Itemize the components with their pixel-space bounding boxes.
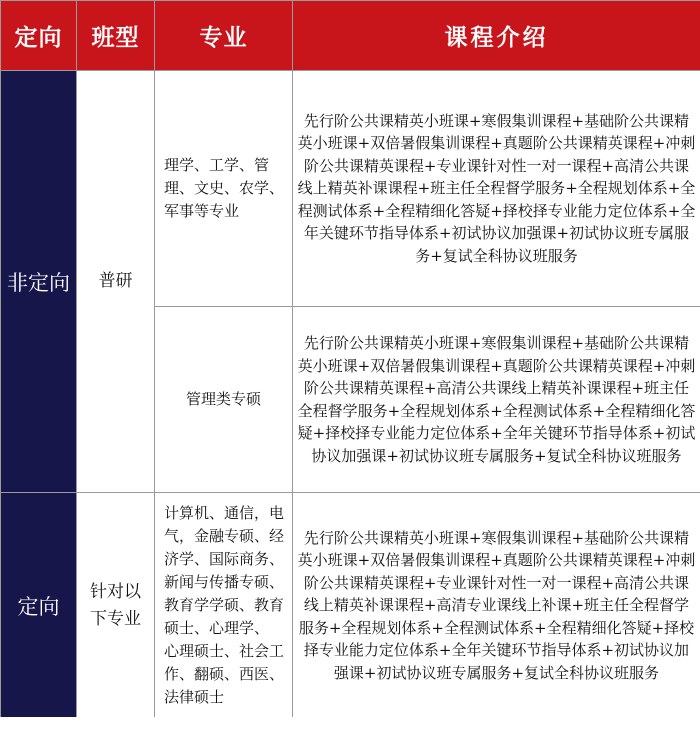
header-row xyxy=(1,1,700,71)
table-row xyxy=(1,493,700,719)
orientation-cell-directional: 定向 xyxy=(1,493,77,719)
course-intro-cell: 先行阶公共课精英小班课+寒假集训课程+基础阶公共课精英小班课+双倍暑假集训课程+真题阶公共课精英课程+冲刺阶公共课精英课程+高清公共课线上精英补课课程+班主任全程督学服务+全程规划体系+全程测试体系+全程精细化答疑+择校择专业能力定位体系+全年关键环节指导体系+初试协议加强课+初试协议班专属服务+复试全科协议班服务 xyxy=(293,307,700,493)
course-intro-cell: 先行阶公共课精英小班课+寒假集训课程+基础阶公共课精英小班课+双倍暑假集训课程+真题阶公共课精英课程+冲刺阶公共课精英课程+专业课针对性一对一课程+高清公共课线上精英补课课程+高清专业课线上补课+班主任全程督学服务+全程规划体系+全程测试体系+全程精细化答疑+择校择专业能力定位体系+全年关键环节指导体系+初试协议加强课+初试协议班专属服务+复试全科协议班服务 xyxy=(293,493,700,719)
orientation-cell-non-directional: 非定向 xyxy=(1,71,77,493)
major-cell: 管理类专硕 xyxy=(155,307,293,493)
major-cell: 计算机、通信，电气，金融专硕、经济学、国际商务、新闻与传播专硕、教育学学硕、教育硕士、心理学、 心理硕士、社会工作、翻硕、西医、法律硕士 xyxy=(155,493,293,719)
table-row xyxy=(1,71,700,307)
class-type-cell-general: 普研 xyxy=(77,71,155,493)
class-type-cell-targeted xyxy=(77,493,155,719)
header-major: 专业 xyxy=(155,1,293,71)
major-cell: 理学、工学、管理、文史、农学、军事等专业 xyxy=(155,71,293,307)
bottom-margin xyxy=(0,717,700,738)
class-type-label: 针对以下专业 xyxy=(90,581,141,629)
header-course-intro: 课程介绍 xyxy=(293,1,700,71)
header-orientation: 定向 xyxy=(1,1,77,71)
header-class-type: 班型 xyxy=(77,1,155,71)
course-intro-cell: 先行阶公共课精英小班课+寒假集训课程+基础阶公共课精英小班课+双倍暑假集训课程+真题阶公共课精英课程+冲刺阶公共课精英课程+专业课针对性一对一课程+高清公共课线上精英补课课程+班主任全程督学服务+全程规划体系+全程测试体系+全程精细化答疑+择校择专业能力定位体系+全年关键环节指导体系+初试协议加强课+初试协议班专属服务+复试全科协议班服务 xyxy=(293,71,700,307)
